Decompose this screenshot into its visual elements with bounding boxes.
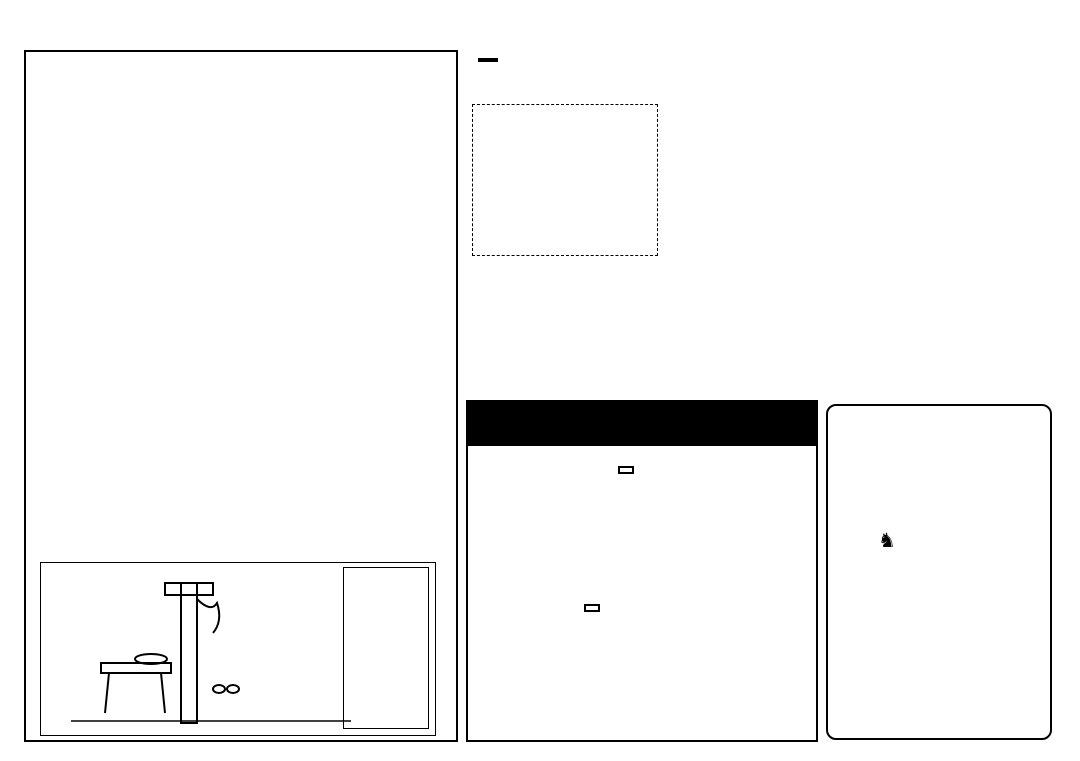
clue-illustration [61,563,361,733]
strategy-title [478,58,498,62]
strategy-body [472,104,658,256]
new-material-panel [466,400,818,742]
xuanji-poem-panel [24,50,458,742]
sec2-title [584,604,600,612]
horse-icon: ♞ [878,528,896,552]
zodiac-panel [826,404,1052,740]
new-material-title [468,402,816,446]
gift-sentence [40,526,49,542]
strategy-panel [466,56,718,104]
look-picture-box [343,567,429,729]
picture-box [40,562,436,736]
sec1-title [618,466,634,474]
